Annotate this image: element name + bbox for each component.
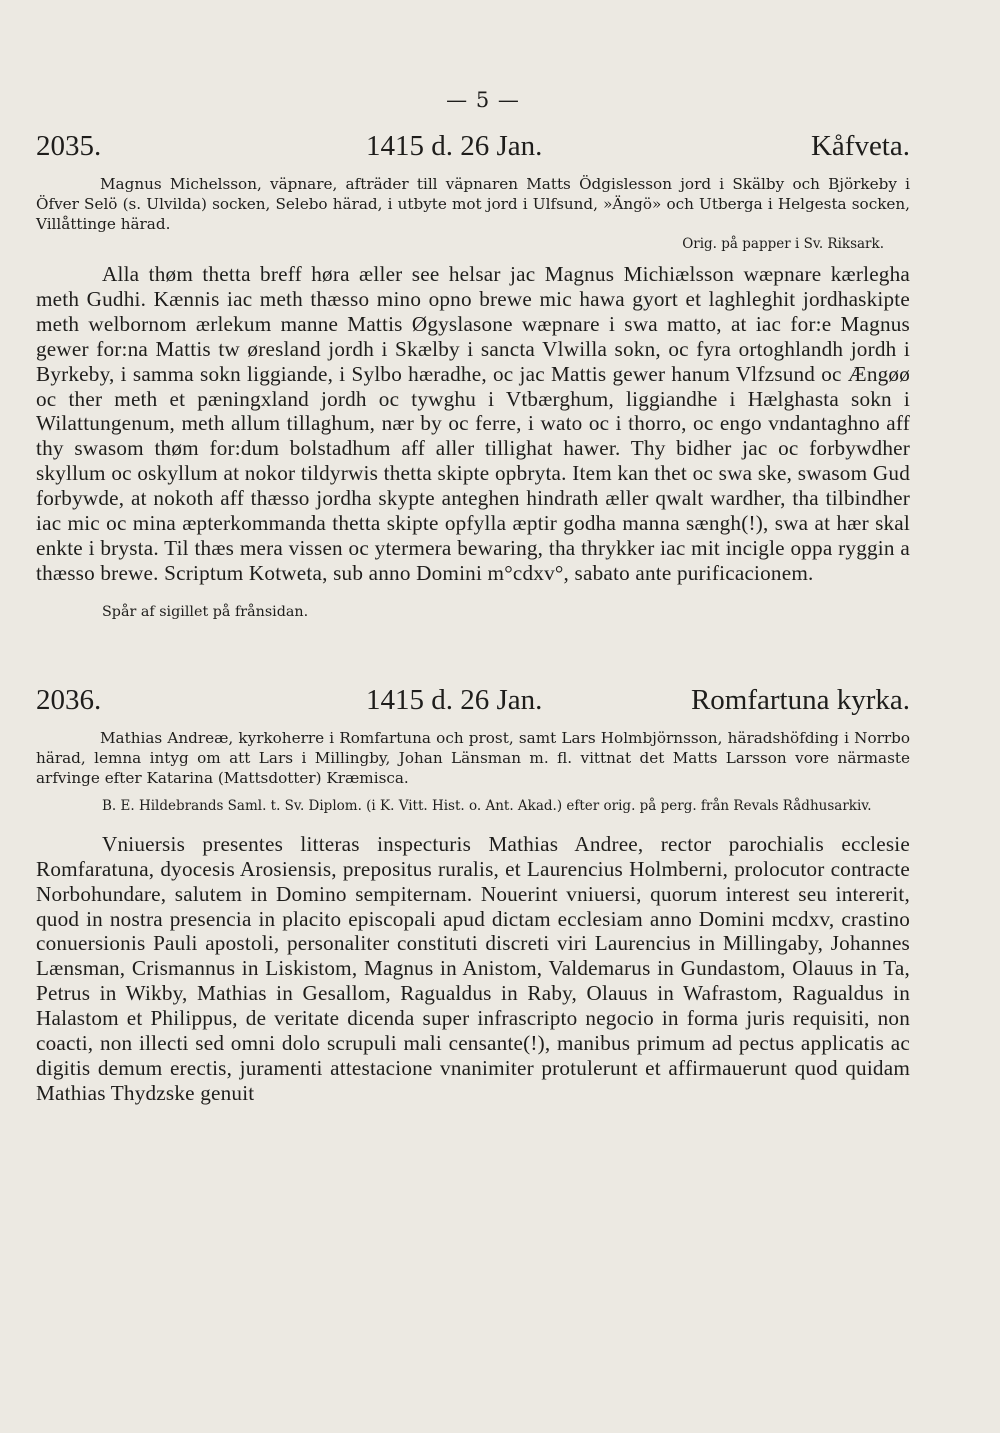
- entry-heading: [36, 682, 910, 718]
- entry-source: B. E. Hildebrands Saml. t. Sv. Diplom. (i K. Vitt. Hist. o. Ant. Akad.) efter orig. på perg. från Revals Rådhusarkiv.: [102, 797, 872, 814]
- entry-place: Romfartuna kyrka.: [690, 683, 910, 716]
- entry-text: Alla thøm thetta breff høra æller see helsar jac Magnus Michiælsson wæpnare kærlegha meth Gudhi. Kænnis iac meth thæsso mino opno brewe mic hawa gyort et laghleghit jordhaskipte meth welbornom ærlekum manne Mattis Øgyslasone wæpnare i swa matto, at iac for:e Magnus gewer for:na Mattis tw øresland jordh i Skælby i sancta Vlwilla sokn, oc fyra ortoghlandh jordh i Byrkeby, i samma sokn liggiande, i Sylbo hæradhe, oc jac Mattis gewer hanum Vlfzsund oc Ængøø oc ther meth et pæningxland jordh oc tywghu i Vtbærghum, liggiandhe i Hælghasta sokn i Wilattungenum, meth allum tillaghum, nær by oc ferre, i wato oc i thorro, oc engo vndantaghno aff thy swasom thøm for:dum bolstadhum aff aller tillighat hawer. Thy bidher jac oc forbywdher skyllum oc oskyllum at nokor tildyrwis thetta skipte opbryta. Item kan thet oc swa ske, swasom Gud forbywde, at nokoth aff thæsso jordha skypte anteghen hindrath æller qwalt wardher, tha tilbindher iac mic oc mina æpterkommanda thetta skipte opfylla æptir godha manna sængh(!), swa at hær skal enkte i brysta. Til thæs mera vissen oc ytermera bewaring, tha thrykker iac mit incigle oppa ryggin a thæsso brewe. Scriptum Kotweta, sub anno Domini m°cdxv°, sabato ante purificacionem.: [36, 262, 910, 585]
- entry-number: 2035.: [36, 130, 102, 162]
- entry-summary: Mathias Andreæ, kyrkoherre i Romfartuna och prost, samt Lars Holmbjörnsson, häradshöfding i Norrbo härad, lemna intyg om att Lars i Millingby, Johan Länsman m. fl. vittnat det Matts Larsson vore närmaste arfvinge efter Katarina (Mattsdotter) Kræmisca.: [36, 728, 910, 787]
- entry-number: 2036.: [36, 683, 102, 716]
- entry-2035: [36, 128, 910, 622]
- page-number: — 5 —: [446, 88, 520, 112]
- entry-note: Spår af sigillet på frånsidan.: [102, 603, 309, 620]
- entry-heading: [36, 128, 910, 164]
- entry-summary: Magnus Michelsson, väpnare, afträder till väpnaren Matts Ödgislesson jord i Skälby och Björkeby i Öfver Selö (s. Ulvilda) socken, Selebo härad, i utbyte mot jord i Ulfsund, »Ängö» och Utberga i Helgesta socken, Villåttinge härad.: [36, 175, 910, 233]
- entry-2036: [36, 682, 910, 1106]
- entry-place: Kåfveta.: [810, 130, 910, 162]
- entry-date: 1415 d. 26 Jan.: [366, 130, 543, 162]
- entry-text: Vniuersis presentes litteras inspecturis Mathias Andree, rector parochialis ecclesie Romfaratuna, dyocesis Arosiensis, prepositus ruralis, et Laurencius Holmberni, prolocutor contracte Norbohundare, salutem in Domino sempiternam. Nouerint vniuersi, quorum interest seu intererit, quod in nostra presencia in placito episcopali apud dictam ecclesiam anno Domini mcdxv, crastino conuersionis Pauli apostoli, personaliter constituti discreti viri Laurencius in Millingaby, Johannes Lænsman, Crismannus in Liskistom, Magnus in Anistom, Valdemarus in Gundastom, Olauus in Ta, Petrus in Wikby, Mathias in Gesallom, Ragualdus in Raby, Olauus in Wafrastom, Ragualdus in Halastom et Philippus, de veritate dicenda super infrascripto negocio in forma juris requisiti, non coacti, non illecti sed omni dolo scrupuli mali censante(!), manibus primum ad pectus applicatis ac digitis demum erectis, juramenti attestacione vnanimiter protulerunt et affirmauerunt quod quidam Mathias Thydzske genuit: [36, 831, 910, 1105]
- entry-date: 1415 d. 26 Jan.: [366, 683, 543, 716]
- entry-source: Orig. på papper i Sv. Riksark.: [682, 236, 884, 252]
- document-page: [36, 88, 910, 1106]
